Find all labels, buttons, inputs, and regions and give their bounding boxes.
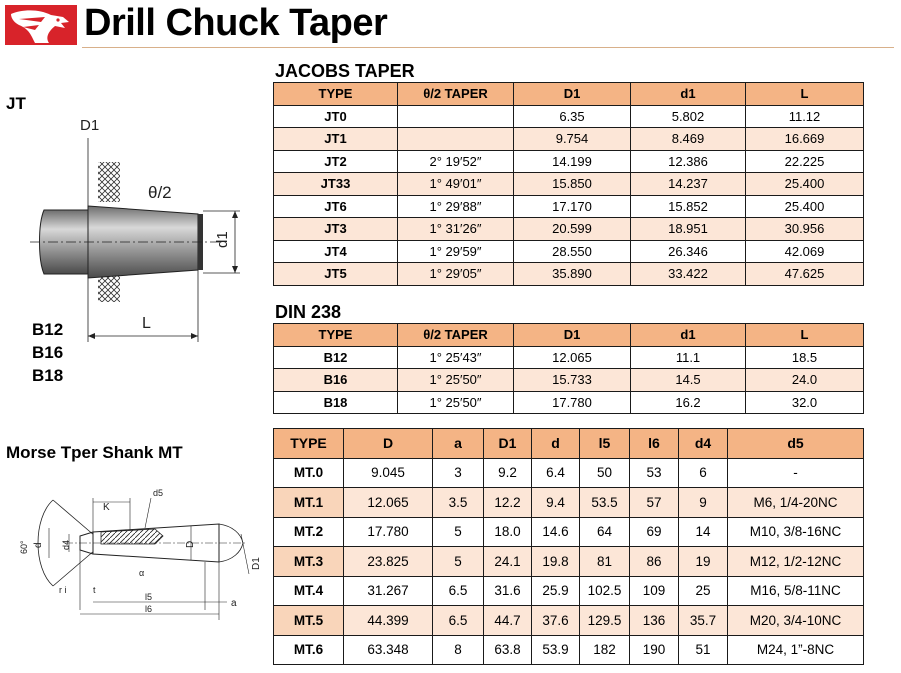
column-header: d1 (631, 83, 746, 106)
value-cell: 44.399 (344, 606, 433, 636)
value-cell: 14.5 (631, 369, 746, 392)
morse-shank-drawing (5, 478, 267, 620)
value-cell: 35.7 (679, 606, 728, 636)
table-header-row (274, 324, 864, 347)
theta-text: θ/2 (148, 183, 172, 202)
type-cell: B12 (274, 346, 398, 369)
type-cell: B16 (274, 369, 398, 392)
type-cell: MT.4 (274, 576, 344, 606)
column-header: d (532, 429, 580, 459)
type-cell: MT.2 (274, 517, 344, 547)
b18-label: B18 (32, 366, 64, 385)
type-cell: MT.5 (274, 606, 344, 636)
value-cell: 102.5 (580, 576, 630, 606)
value-cell: 18.951 (631, 218, 746, 241)
column-header: l5 (580, 429, 630, 459)
column-header: D1 (484, 429, 532, 459)
value-cell: 3.5 (433, 488, 484, 518)
page-title: Drill Chuck Taper (84, 2, 388, 44)
table-row (274, 488, 864, 518)
value-cell: 69 (630, 517, 679, 547)
l-text: L (142, 315, 151, 332)
big-d1-text: D1 (251, 557, 262, 570)
type-cell: JT0 (274, 105, 398, 128)
table-row (274, 128, 864, 151)
value-cell: 5.802 (631, 105, 746, 128)
d1-upper-text: D1 (80, 117, 100, 134)
value-cell: 53 (630, 458, 679, 488)
thread-hatch (101, 529, 163, 544)
value-cell: 1° 31′26″ (398, 218, 514, 241)
d-text: d (33, 542, 44, 548)
l5-text: l5 (145, 592, 153, 602)
type-cell: JT33 (274, 173, 398, 196)
value-cell: 190 (630, 635, 679, 665)
column-header: TYPE (274, 324, 398, 347)
column-header: d1 (631, 324, 746, 347)
value-cell: 2° 19′52″ (398, 150, 514, 173)
value-cell: 31.267 (344, 576, 433, 606)
d1-lower-text: d1 (214, 231, 231, 248)
value-cell: 15.850 (514, 173, 631, 196)
value-cell: 11.1 (631, 346, 746, 369)
morse-taper-table (273, 428, 864, 665)
type-cell: JT4 (274, 240, 398, 263)
value-cell: 19 (679, 547, 728, 577)
table-row (274, 391, 864, 414)
value-cell: M16, 5/8-11NC (728, 576, 864, 606)
value-cell (398, 105, 514, 128)
value-cell: 25.9 (532, 576, 580, 606)
column-header: L (746, 324, 864, 347)
value-cell: 63.8 (484, 635, 532, 665)
value-cell: 129.5 (580, 606, 630, 636)
value-cell: 24.1 (484, 547, 532, 577)
jt-taper-drawing (30, 110, 270, 350)
value-cell: 26.346 (631, 240, 746, 263)
value-cell: 44.7 (484, 606, 532, 636)
jacobs-taper-table (273, 82, 864, 286)
value-cell: 3 (433, 458, 484, 488)
value-cell: 37.6 (532, 606, 580, 636)
value-cell: 6.4 (532, 458, 580, 488)
t-text: t (93, 585, 96, 595)
big-d-text: D (185, 540, 196, 548)
column-header: θ/2 TAPER (398, 324, 514, 347)
value-cell: 64 (580, 517, 630, 547)
value-cell: 6.5 (433, 606, 484, 636)
value-cell: 32.0 (746, 391, 864, 414)
value-cell: 57 (630, 488, 679, 518)
value-cell: 42.069 (746, 240, 864, 263)
value-cell: 14 (679, 517, 728, 547)
value-cell: 1° 29′88″ (398, 195, 514, 218)
chuck-hatch-top (98, 162, 120, 202)
value-cell: 47.625 (746, 263, 864, 286)
value-cell: 81 (580, 547, 630, 577)
value-cell: 86 (630, 547, 679, 577)
value-cell: 35.890 (514, 263, 631, 286)
value-cell: 53.9 (532, 635, 580, 665)
value-cell: 31.6 (484, 576, 532, 606)
value-cell: 23.825 (344, 547, 433, 577)
big-d1-leader (241, 534, 249, 574)
type-cell: JT3 (274, 218, 398, 241)
value-cell: 16.669 (746, 128, 864, 151)
eagle-logo (5, 5, 77, 45)
type-cell: JT6 (274, 195, 398, 218)
column-header: D (344, 429, 433, 459)
title-divider (82, 47, 894, 48)
value-cell: M10, 3/8-16NC (728, 517, 864, 547)
value-cell: 17.780 (514, 391, 631, 414)
table-header-row (274, 83, 864, 106)
alpha-text: α (139, 568, 145, 578)
table-row (274, 606, 864, 636)
eagle-head-icon (5, 5, 77, 45)
column-header: TYPE (274, 83, 398, 106)
value-cell: 11.12 (746, 105, 864, 128)
value-cell: 1° 29′59″ (398, 240, 514, 263)
value-cell: 5 (433, 547, 484, 577)
value-cell: 51 (679, 635, 728, 665)
value-cell: 1° 25′50″ (398, 369, 514, 392)
k-text: K (103, 502, 110, 513)
value-cell: 25.400 (746, 173, 864, 196)
value-cell: 5 (433, 517, 484, 547)
value-cell: 109 (630, 576, 679, 606)
value-cell: 6.5 (433, 576, 484, 606)
value-cell: 9.2 (484, 458, 532, 488)
column-header: d5 (728, 429, 864, 459)
table-row (274, 195, 864, 218)
type-cell: B18 (274, 391, 398, 414)
table-row (274, 218, 864, 241)
jt-label: JT (6, 94, 26, 113)
table-row (274, 635, 864, 665)
value-cell: 6 (679, 458, 728, 488)
table-row (274, 458, 864, 488)
value-cell: 22.225 (746, 150, 864, 173)
jacobs-taper-title: JACOBS TAPER (275, 61, 415, 81)
value-cell: M12, 1/2-12NC (728, 547, 864, 577)
column-header: D1 (514, 324, 631, 347)
type-cell: JT2 (274, 150, 398, 173)
value-cell: 18.5 (746, 346, 864, 369)
table-row (274, 263, 864, 286)
table-row (274, 517, 864, 547)
table-row (274, 105, 864, 128)
type-cell: MT.3 (274, 547, 344, 577)
value-cell: 14.6 (532, 517, 580, 547)
b16-label: B16 (32, 343, 64, 362)
type-cell: MT.1 (274, 488, 344, 518)
din-238-table (273, 323, 864, 414)
column-header: TYPE (274, 429, 344, 459)
angle-line-bottom (53, 550, 95, 586)
column-header: a (433, 429, 484, 459)
table-row (274, 173, 864, 196)
table-header-row (274, 429, 864, 459)
value-cell: 53.5 (580, 488, 630, 518)
b12-label: B12 (32, 320, 64, 339)
sixty-degree-text: 60° (19, 540, 29, 554)
value-cell: 12.065 (514, 346, 631, 369)
value-cell: 136 (630, 606, 679, 636)
value-cell: 12.065 (344, 488, 433, 518)
value-cell: 33.422 (631, 263, 746, 286)
value-cell: 1° 49′01″ (398, 173, 514, 196)
value-cell: 6.35 (514, 105, 631, 128)
a-text: a (231, 598, 237, 609)
value-cell: 24.0 (746, 369, 864, 392)
d5-text: d5 (153, 488, 164, 498)
type-cell: MT.6 (274, 635, 344, 665)
value-cell: 25 (679, 576, 728, 606)
ri-text: r i (59, 585, 67, 595)
value-cell: 9.754 (514, 128, 631, 151)
l6-text: l6 (145, 604, 153, 614)
value-cell: 12.2 (484, 488, 532, 518)
value-cell: 16.2 (631, 391, 746, 414)
value-cell: 30.956 (746, 218, 864, 241)
type-cell: MT.0 (274, 458, 344, 488)
angle-line-top (53, 500, 95, 536)
value-cell: 19.8 (532, 547, 580, 577)
value-cell: 1° 25′50″ (398, 391, 514, 414)
table-row (274, 346, 864, 369)
column-header: θ/2 TAPER (398, 83, 514, 106)
table-row (274, 150, 864, 173)
type-cell: JT5 (274, 263, 398, 286)
column-header: l6 (630, 429, 679, 459)
value-cell: 20.599 (514, 218, 631, 241)
din-238-title: DIN 238 (275, 302, 342, 322)
value-cell: M20, 3/4-10NC (728, 606, 864, 636)
d5-leader (145, 498, 151, 528)
table-row (274, 576, 864, 606)
value-cell: 17.780 (344, 517, 433, 547)
value-cell: 14.199 (514, 150, 631, 173)
value-cell: 182 (580, 635, 630, 665)
column-header: D1 (514, 83, 631, 106)
value-cell: 17.170 (514, 195, 631, 218)
value-cell: 14.237 (631, 173, 746, 196)
value-cell: 63.348 (344, 635, 433, 665)
column-header: L (746, 83, 864, 106)
value-cell: M24, 1”-8NC (728, 635, 864, 665)
value-cell: 1° 29′05″ (398, 263, 514, 286)
value-cell: 12.386 (631, 150, 746, 173)
value-cell (398, 128, 514, 151)
value-cell: 25.400 (746, 195, 864, 218)
type-cell: JT1 (274, 128, 398, 151)
value-cell: 9 (679, 488, 728, 518)
value-cell: 15.733 (514, 369, 631, 392)
value-cell: 9.4 (532, 488, 580, 518)
value-cell: 50 (580, 458, 630, 488)
value-cell: 1° 25′43″ (398, 346, 514, 369)
value-cell: 8 (433, 635, 484, 665)
table-row (274, 369, 864, 392)
value-cell: 8.469 (631, 128, 746, 151)
table-row (274, 547, 864, 577)
value-cell: 15.852 (631, 195, 746, 218)
morse-shank-label: Morse Tper Shank MT (6, 443, 183, 462)
value-cell: M6, 1/4-20NC (728, 488, 864, 518)
value-cell: 9.045 (344, 458, 433, 488)
table-row (274, 240, 864, 263)
value-cell: 18.0 (484, 517, 532, 547)
value-cell: - (728, 458, 864, 488)
d4-text: d4 (61, 539, 71, 550)
column-header: d4 (679, 429, 728, 459)
value-cell: 28.550 (514, 240, 631, 263)
